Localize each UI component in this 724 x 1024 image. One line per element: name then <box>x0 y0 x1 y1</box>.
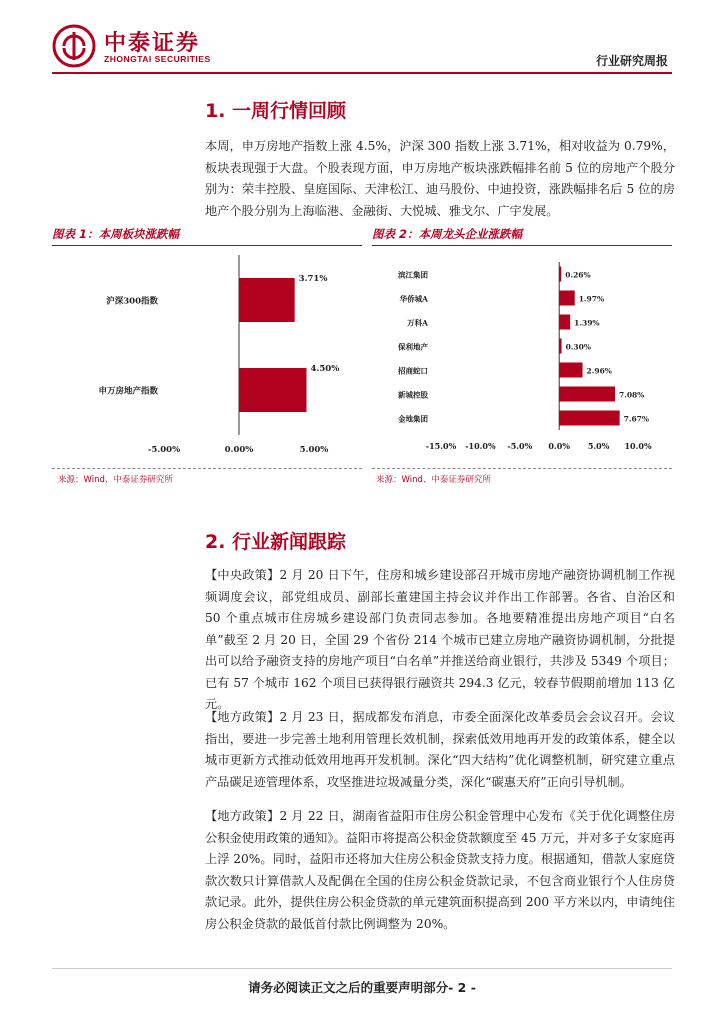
bar-1 <box>559 291 575 306</box>
page-number: - 2 - <box>448 980 476 995</box>
company-logo <box>52 24 222 70</box>
news-item-chengdu-policy: 【地方政策】2 月 23 日，据成都发布消息，市委全面深化改革委员会会议召开。会议指出，要进一步完善土地利用管理长效机制，探索低效用地再开发的政策体系，健全以城市更新方式推动低效用地再开发机制。深化“四大结构”优化调整机制，研究建立重点产品碳足迹管理体系，攻坚推进垃圾减量分类，深化“碳惠天府”正向引导机制。 <box>205 710 675 789</box>
figure1-bottom-rule <box>52 468 362 469</box>
figure2-bottom-rule <box>372 468 672 469</box>
x-tick-label-3: 0.0% <box>548 441 570 451</box>
x-tick-label-4: 5.0% <box>587 441 610 451</box>
footer-divider <box>52 968 672 969</box>
figure2-top-rule <box>372 245 672 246</box>
category-label-6: 金地集团 <box>398 414 428 424</box>
x-tick-label-1: -10.0% <box>465 441 496 451</box>
value-label-4: 2.96% <box>586 366 612 376</box>
value-label-0: 3.71% <box>298 274 328 284</box>
bar-6 <box>559 411 619 426</box>
figure2-title: 图表 2：本周龙头企业涨跌幅 <box>372 227 523 241</box>
x-tick-label-2: 5.00% <box>299 445 329 455</box>
bar-0 <box>559 267 561 282</box>
category-label-3: 保利地产 <box>398 342 428 352</box>
value-label-1: 4.50% <box>310 364 340 374</box>
x-tick-label-2: -5.0% <box>507 441 533 451</box>
figure1-top-rule <box>52 245 362 246</box>
section1-title: 1. 一周行情回顾 <box>205 100 347 122</box>
bar-0 <box>239 278 295 322</box>
section1-paragraph: 本周，申万房地产指数上涨 4.5%，沪深 300 指数上涨 3.71%，相对收益为 0.79%，板块表现强于大盘。个股表现方面，申万房地产板块涨跌幅排名前 5 位的房地产个股分别为：荣丰控股、皇庭国际、天津松江、迪马股份、中迪投资，涨跌幅排名后 5 位的房地产个股分别为上海临港、金融街、大悦城、雅戈尔、广宇发展。 <box>205 139 675 218</box>
company-name-en: ZHONGTAI SECURITIES <box>104 54 211 64</box>
value-label-6: 7.67% <box>623 414 650 424</box>
bar-5 <box>559 387 615 402</box>
category-label-5: 新城控股 <box>398 390 428 400</box>
report-type: 行业研究周报 <box>595 54 668 68</box>
x-tick-label-1: 0.00% <box>224 445 254 455</box>
category-label-2: 万科A <box>407 318 428 328</box>
x-tick-label-5: 10.0% <box>624 441 652 451</box>
value-label-0: 0.26% <box>565 270 591 280</box>
news-item-central-policy: 【中央政策】2 月 20 日下午，住房和城乡建设部召开城市房地产融资协调机制工作视频调度会议，部党组成员、副部长董建国主持会议并作出工作部署。各省、自治区和 50 个重点城市住房城乡建设部门负责同志参加。各地要精准提出房地产项目“白名单”截至 2 月 20 日，全国 29 个省份 214 个城市已建立房地产融资协调机制，分批提出可以给予融资支持的房地产项目“白名单”并推送给商业银行，共涉及 5349 个项目；已有 57 个城市 162 个项目已获得银行融资共 294.3 亿元，较春节假期前增加 113 亿元。 <box>205 568 675 711</box>
x-tick-label-0: -15.0% <box>425 441 457 451</box>
category-label-1: 申万房地产指数 <box>98 386 158 397</box>
bar-1 <box>239 368 307 412</box>
figure2-source: 来源：Wind、中泰证券研究所 <box>376 475 491 485</box>
bar-2 <box>559 315 570 330</box>
value-label-3: 0.30% <box>565 342 591 352</box>
news-item-yiyang-policy: 【地方政策】2 月 22 日，湖南省益阳市住房公积金管理中心发布《关于优化调整住房公积金使用政策的通知》。益阳市将提高公积金贷款额度至 45 万元，并对多子女家庭再上浮 20%。同时，益阳市还将加大住房公积金贷款支持力度。根据通知，借款人家庭贷款次数只计算借款人及配偶在全国的住房公积金贷款记录，不包含商业银行个人住房贷款记录。此外，提供住房公积金贷款的单元建筑面积提高到 200 平方米以内，申请纯住房公积金贷款的最低首付款比例调整为 20%。 <box>205 809 675 931</box>
category-label-0: 沪深300指数 <box>106 296 158 307</box>
zhongtai-logo-icon <box>52 24 96 68</box>
bar-4 <box>559 363 582 378</box>
footer <box>0 978 724 996</box>
section2-title: 2. 行业新闻跟踪 <box>205 531 347 553</box>
value-label-2: 1.39% <box>574 318 600 328</box>
figure1-chart <box>52 250 362 465</box>
company-name-cn: 中泰证券 <box>104 31 201 56</box>
footer-disclaimer: 请务必阅读正文之后的重要声明部分 <box>248 980 449 995</box>
category-label-4: 招商蛇口 <box>398 366 428 376</box>
figure2-chart <box>372 250 672 465</box>
header-divider <box>52 72 672 74</box>
value-label-1: 1.97% <box>578 294 605 304</box>
category-label-1: 华侨城A <box>399 294 428 304</box>
x-tick-label-0: -5.00% <box>147 445 181 455</box>
category-label-0: 滨江集团 <box>398 270 428 280</box>
figure1-title: 图表 1：本周板块涨跌幅 <box>52 227 180 241</box>
figure1-source: 来源：Wind、中泰证券研究所 <box>58 475 173 485</box>
value-label-5: 7.08% <box>618 390 645 400</box>
bar-3 <box>559 339 561 354</box>
